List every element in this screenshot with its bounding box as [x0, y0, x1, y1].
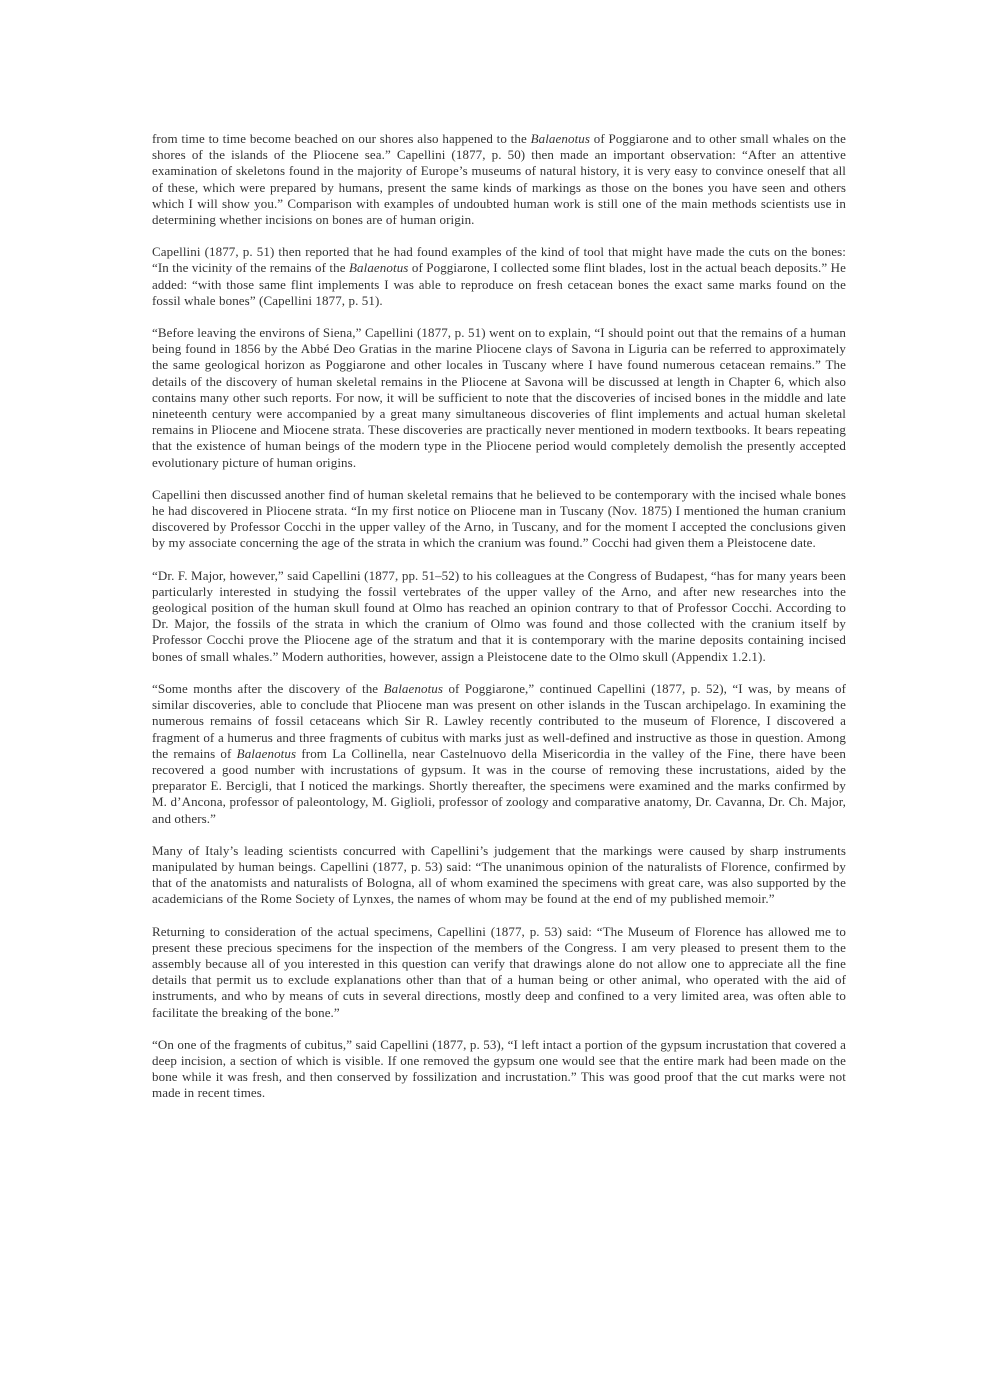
paragraph	[152, 843, 846, 908]
text-run: Capellini (1877, p. 51) then reported that he had found examples of the kind of tool that might have made the cuts on the bones: “In the vicinity of the remains of the	[152, 244, 846, 276]
text-run: “On one of the fragments of cubitus,” said Capellini (1877, p. 53), “I left intact a portion of the gypsum incrustation that covered a deep incision, a section of which is visible. If one removed the gypsum one would see that the entire mark had been made on the bone while it was fresh, and then conserved by fossilization and incrustation.” This was good proof that the cut marks were not made in recent times.	[152, 1036, 846, 1101]
paragraph	[152, 1037, 846, 1102]
italic-text-run: Balaenotus	[348, 260, 409, 276]
text-run: Capellini then discussed another find of human skeletal remains that he believed to be contemporary with the incised whale bones he had discovered in Pliocene strata. “In my first notice on Pliocene man in Tuscany (Nov. 1875) I mentioned the human cranium discovered by Professor Cocchi in the upper valley of the Arno, in Tuscany, and for the moment I accepted the conclusions given by my associate concerning the age of the strata in which the cranium was found.” Cocchi had given them a Pleistocene date.	[152, 486, 846, 551]
text-run: from time to time become beached on our shores also happened to the	[152, 131, 531, 146]
text-run: “Dr. F. Major, however,” said Capellini (1877, pp. 51–52) to his colleagues at the Congress of Budapest, “has for many years been particularly interested in studying the fossil vertebrates of the upper valley of the Arno, and after new researches into the geological position of the human skull found at Olmo has reached an opinion contrary to that of Professor Cocchi. According to Dr. Major, the fossils of the strata in which the cranium of Olmo was found and those collected with the cranium itself by Professor Cocchi prove the Pliocene age of the stratum and that it is contemporary with the marine deposits containing incised bones of small whales.” Modern authorities, however, assign a Pleistocene date to the Olmo skull (Appendix 1.2.1).	[152, 567, 846, 664]
paragraph	[152, 568, 846, 665]
text-run: of Poggiarone, I collected some flint blades, lost in the actual beach deposits.” He added: “with those same flint implements I was able to reproduce on fresh cetacean bones the exact same marks found on the fossil whale bones” (Capellini 1877, p. 51).	[152, 260, 846, 308]
text-run: “Some months after the discovery of the	[152, 680, 384, 696]
paragraph	[152, 681, 846, 827]
paragraph	[152, 487, 846, 552]
text-run: Returning to consideration of the actual specimens, Capellini (1877, p. 53) said: “The Museum of Florence has allowed me to present these precious specimens for the inspection of the members of the Congress. I am very pleased to present them to the assembly because all of you interested in this question can verify that drawings alone do not allow one to appreciate all the fine details that permit us to exclude explanations other than that of a human being or other animal, who operated with the aid of instruments, and who by means of cuts in several directions, mostly deep and confined to a very limited area, was often able to facilitate the breaking of the bone.”	[152, 923, 846, 1020]
italic-text-run: Balaenotus	[236, 745, 297, 761]
italic-text-run: Balaenotus	[530, 131, 591, 146]
italic-text-run: Balaenotus	[383, 680, 444, 696]
text-run: “Before leaving the environs of Siena,” Capellini (1877, p. 51) went on to explain, “I should point out that the remains of a human being found in 1856 by the Abbé Deo Gratias in the marine Pliocene clays of Savona in Liguria can be referred to approximately the same geological horizon as Poggiarone and other locales in Tuscany where I have found numerous cetacean remains.” The details of the discovery of human skeletal remains in the Pliocene at Savona will be discussed at length in Chapter 6, which also contains many other such reports. For now, it will be sufficient to note that the discoveries of incised bones in the middle and late nineteenth century were accompanied by a great many simultaneous discoveries of flint implements and actual human skeletal remains in Pliocene and Miocene strata. These discoveries are practically never mentioned in modern textbooks. It bears repeating that the existence of human beings of the modern type in the Pliocene period would completely demolish the presently accepted evolutionary picture of human origins.	[152, 325, 846, 470]
paragraph	[152, 325, 846, 471]
paragraph	[152, 244, 846, 309]
paragraph	[152, 924, 846, 1021]
text-run: of Poggiarone,” continued Capellini (1877, p. 52), “I was, by means of similar discoveries, able to conclude that Pliocene man was present on other islands in the Tuscan archipelago. In examining the numerous remains of fossil cetaceans which Sir R. Lawley recently contributed to the museum of Florence, I discovered a fragment of a humerus and three fragments of cubitus with marks just as well-defined and instructive as those in question. Among the remains of	[152, 680, 846, 761]
paragraph	[152, 131, 846, 228]
text-run: Many of Italy’s leading scientists concurred with Capellini’s judgement that the markings were caused by sharp instruments manipulated by human beings. Capellini (1877, p. 53) said: “The unanimous opinion of the naturalists of Florence, confirmed by that of the anatomists and naturalists of Bologna, all of whom examined the specimens with great care, was also supported by the academicians of the Rome Society of Lynxes, the names of whom may be found at the end of my published memoir.”	[152, 842, 846, 907]
text-run: of Poggiarone and to other small whales on the shores of the islands of the Pliocene sea.” Capellini (1877, p. 50) then made an important observation: “After an attentive examination of skeletons found in the majority of Europe’s museums of natural history, it is very easy to convince oneself that all of these, which were prepared by humans, present the same kinds of markings as those on the bones you have seen and others which I will show you.” Comparison with examples of undoubted human work is still one of the main methods scientists use in determining whether incisions on bones are of human origin.	[152, 131, 846, 228]
text-block	[152, 131, 846, 1118]
text-run: from La Collinella, near Castelnuovo della Misericordia in the valley of the Fine, there have been recovered a good number with incrustations of gypsum. It was in the course of removing these incrustations, aided by the preparator E. Bercigli, that I noticed the markings. Shortly thereafter, the specimens were examined and the marks confirmed by M. d’Ancona, professor of paleontology, M. Giglioli, professor of zoology and comparative anatomy, Dr. Cavanna, Dr. Ch. Major, and others.”	[152, 745, 846, 826]
